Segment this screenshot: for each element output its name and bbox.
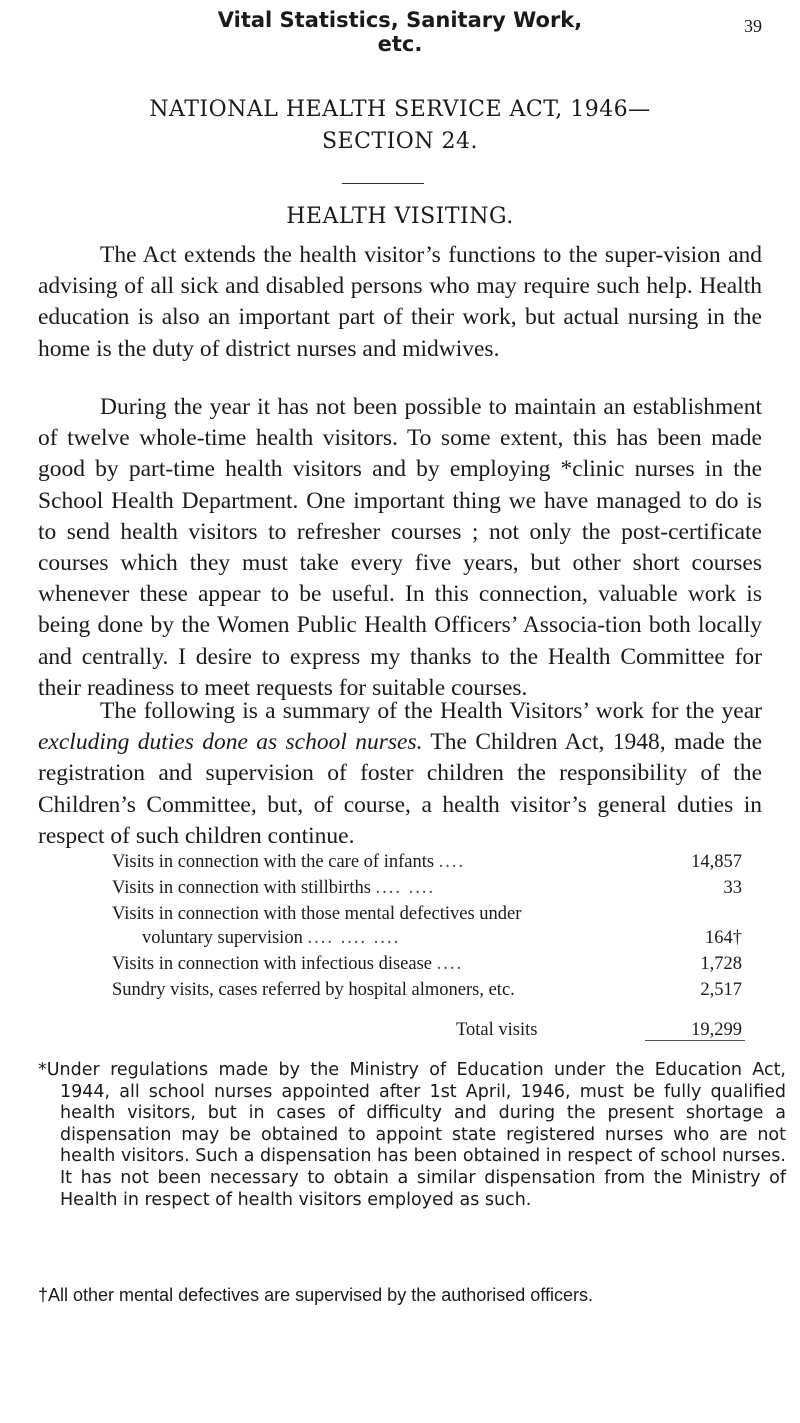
total-value: 19,299 [691, 1020, 742, 1040]
section-title [0, 94, 800, 158]
visits-summary-table [112, 850, 742, 1048]
visits-row-value: 33 [723, 878, 742, 898]
visits-row-value: 164† [705, 928, 742, 948]
paragraph-3-text-a: The following is a summary of the Health Visitors’ work for the year [100, 698, 762, 724]
section-title-line-2: SECTION 24. [321, 129, 479, 154]
visits-row [112, 978, 742, 1004]
leader-dots: .... .... .... [307, 928, 401, 948]
visits-row [112, 952, 742, 978]
footnote-dagger: †All other mental defectives are supervised by the authorised officers. [38, 1285, 593, 1305]
paragraph-1: The Act extends the health visitor’s functions to the super-vision and advising of all sick and disabled persons who may require such help. Health education is also an important part of their work, but actual nursing in the home is the duty of district nurses and midwives. [38, 242, 762, 362]
visits-row-label: Visits in connection with the care of infants .... [112, 852, 466, 872]
total-label: Total visits [456, 1020, 538, 1040]
visits-row-value: 2,517 [700, 980, 742, 1000]
paragraph-3-text-b: The Children Act, 1948, made the registration and supervision of foster children the responsibility of the Children’s Committee, but, of course, a health visitor’s general duties in respect of such children continue. [38, 729, 762, 849]
section-title-line-1: NATIONAL HEALTH SERVICE ACT, 1946— [149, 97, 651, 122]
visits-row-value: 14,857 [691, 852, 742, 872]
paragraph-3-italic: excluding duties done as school nurses. [38, 729, 423, 756]
leader-dots: .... [438, 852, 466, 872]
visits-row-value: 1,728 [700, 954, 742, 974]
visits-row-label: Visits in connection with infectious disease .... [112, 954, 464, 974]
paragraph-2: During the year it has not been possible to maintain an establishment of twelve whole-time health visitors. To some extent, this has been made good by part-time health visitors and by employing *clinic nurses in the School Health Department. One important thing we have managed to do is to send health visitors to refresher courses ; not only the post-certificate courses which they must take every five years, but other short courses whenever these appear to be useful. In this connection, valuable work is being done by the Women Public Health Officers’ Associa-tion both locally and centrally. I desire to express my thanks to the Health Committee for their readiness to meet requests for suitable courses. [38, 394, 762, 701]
visits-row [112, 902, 742, 952]
visits-row [112, 876, 742, 902]
visits-row-label: Sundry visits, cases referred by hospital almoners, etc. [112, 980, 515, 1000]
page-number: 39 [744, 16, 762, 36]
running-head: Vital Statistics, Sanitary Work, etc. [217, 8, 583, 56]
total-row [112, 1018, 742, 1048]
leader-dots: .... .... [375, 878, 436, 898]
footnote-asterisk: *Under regulations made by the Ministry of Education under the Education Act, 1944, all school nurses appointed after 1st April, 1946, must be fully qualified health visitors, but in cases of difficulty and during the present shortage a dispensation may be obtained to appoint state registered nurses who are not health visitors. Such a dispensation has been obtained in respect of school nurses. It has not been necessary to obtain a similar dispensation from the Ministry of Health in respect of health visitors employed as such. [38, 1060, 786, 1210]
visits-row [112, 850, 742, 876]
paragraph-3 [38, 696, 762, 852]
subheading: HEALTH VISITING. [286, 204, 514, 229]
leader-dots: .... [436, 954, 464, 974]
total-underline [645, 1040, 745, 1041]
visits-row-label: Visits in connection with stillbirths .... .... [112, 878, 436, 898]
visits-row-label: Visits in connection with those mental defectives under voluntary supervision .... .... .... [112, 904, 522, 948]
divider-rule [342, 183, 424, 184]
